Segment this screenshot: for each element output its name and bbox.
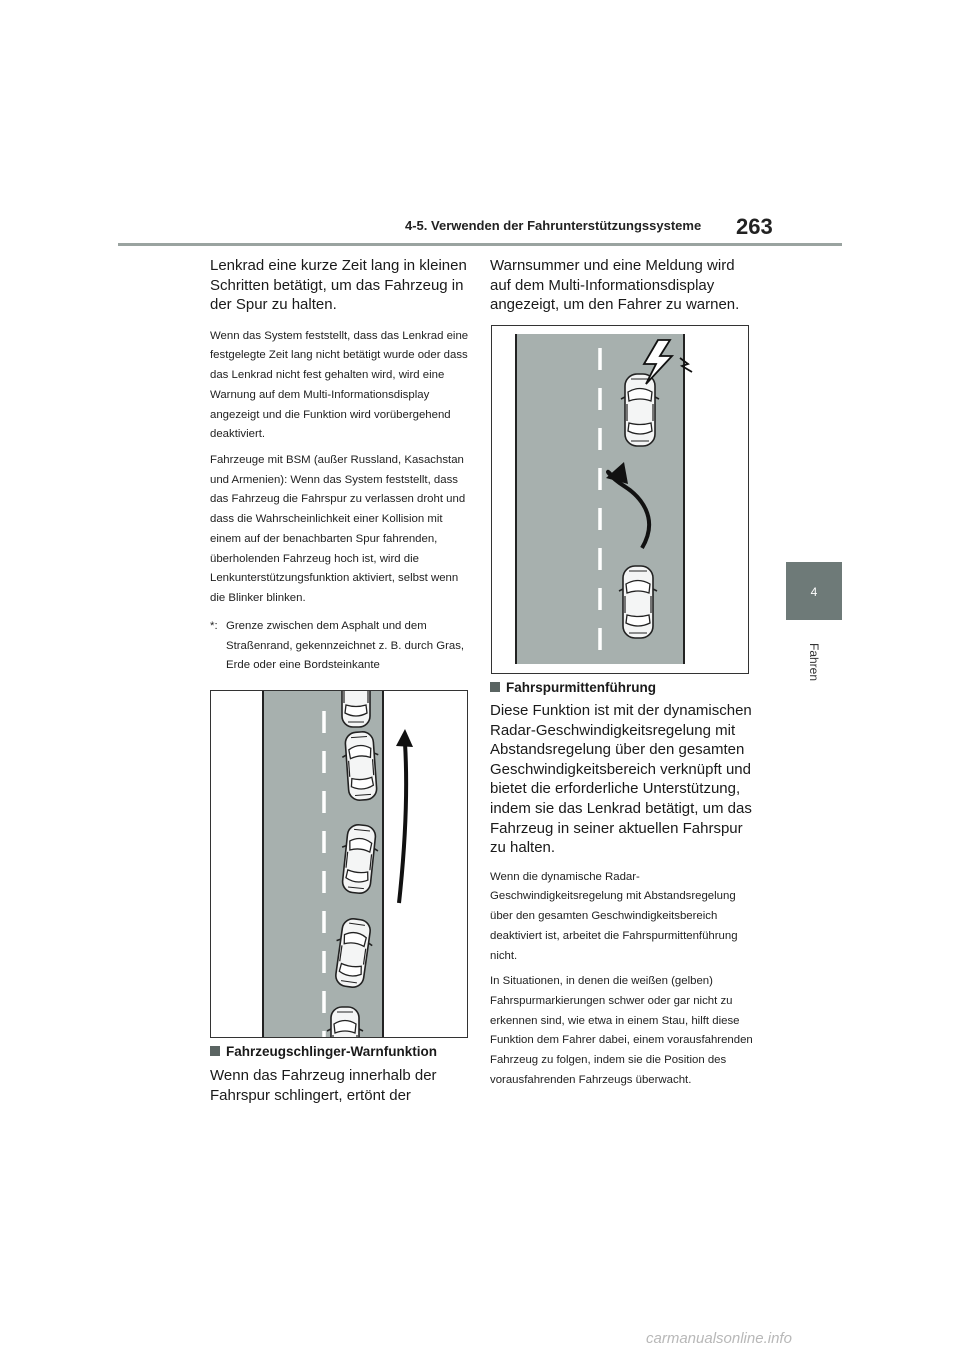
note-steering: Wenn das System feststellt, dass das Lenkrad eine festgelegte Zeit lang nicht betätigt wurde oder dass das Lenkrad nicht fest gehalten wird, wird eine Warnung auf dem Multi-Informationsdisplay angezeigt und die Funktion wird vorübergehend deaktiviert.: [210, 329, 469, 441]
footnote-text: Grenze zwischen dem Asphalt und dem Straßenrand, gekennzeichnet z. B. durch Gras, Erde oder eine Bordsteinkante: [226, 620, 465, 672]
heading-lane-centering-text: Fahrspurmittenführung: [506, 680, 656, 695]
page-number: 263: [736, 214, 773, 239]
figure-sway-warning: [491, 325, 749, 674]
lane-centering-paragraph: Diese Funktion ist mit der dynamischen Radar-Geschwindigkeitsregelung mit Abstandsregelung über den gesamten Geschwindigkeitsbereich verknüpft und bietet die erforderliche Unterstützung, indem sie das Lenkrad betätigt, um das Fahrzeug in seiner aktuellen Fahrspur zu halten.: [490, 702, 752, 857]
heading-square-icon: [210, 1046, 220, 1056]
note-traffic-jam: In Situationen, in denen die weißen (gelben) Fahrspurmarkierungen schwer oder gar nicht zu erkennen sind, wie etwa in einem Stau, hilft diese Funktion dem Fahrer dabei, einem vorausfahrenden Fahrzeug zu folgen, indem sie die Position des vorausfahrenden Fahrzeugs überwacht.: [490, 975, 753, 1086]
note-deactivated: Wenn die dynamische Radar-Geschwindigkeitsregelung mit Abstandsregelung über den gesamten Geschwindigkeitsbereich deaktiviert ist, arbeitet die Fahrspurmittenführung nicht.: [490, 870, 738, 962]
watermark: carmanualsonline.info: [646, 1330, 792, 1347]
figure-lane-keeping: [210, 690, 468, 1038]
heading-square-icon: [490, 682, 500, 692]
chapter-label: Fahren: [807, 642, 821, 682]
left-column-top: [210, 256, 472, 609]
chapter-number: 4: [810, 585, 818, 599]
left-column-bottom: [210, 1044, 472, 1105]
header-rule: [118, 243, 842, 246]
note-bsm: Fahrzeuge mit BSM (außer Russland, Kasachstan und Armenien): Wenn das System feststellt, dass das Fahrzeug die Fahrspur zu verlassen droht und dass die Wahrscheinlichkeit einer Kollision mit einem auf der benachbarten Spur fahrenden, überholenden Fahrzeug hoch ist, wird die Lenkunterstützungsfunktion aktiviert, selbst wenn die Blinker blinken.: [210, 454, 466, 604]
right-column-bottom: [490, 680, 754, 1090]
road-surface: [516, 334, 684, 664]
right-column-top: [490, 256, 752, 315]
footnote-asterisk: *: [210, 620, 215, 632]
car-icon: [327, 1007, 363, 1037]
sway-paragraph: Wenn das Fahrzeug innerhalb der Fahrspur schlingert, ertönt der: [210, 1067, 437, 1104]
warning-paragraph: Warnsummer und eine Meldung wird auf dem Multi-Informationsdisplay angezeigt, um den Fahrer zu warnen.: [490, 257, 740, 314]
car-icon: [621, 374, 659, 446]
heading-sway-warning: [210, 1044, 472, 1059]
heading-lane-centering: [490, 680, 754, 695]
car-icon: [619, 566, 657, 638]
arrow-icon: [396, 729, 413, 903]
heading-sway-warning-text: Fahrzeugschlinger-Warnfunktion: [226, 1044, 438, 1059]
chapter-tab: [786, 562, 842, 620]
footnote-mark: *:: [210, 620, 218, 632]
chapter-label-box: [786, 632, 842, 692]
car-icon: [338, 691, 374, 727]
intro-paragraph: Lenkrad eine kurze Zeit lang in kleinen Schritten betätigt, um das Fahrzeug in der Spur zu halten.: [210, 257, 467, 314]
section-title: 4-5. Verwenden der Fahrunterstützungssysteme: [405, 218, 702, 233]
